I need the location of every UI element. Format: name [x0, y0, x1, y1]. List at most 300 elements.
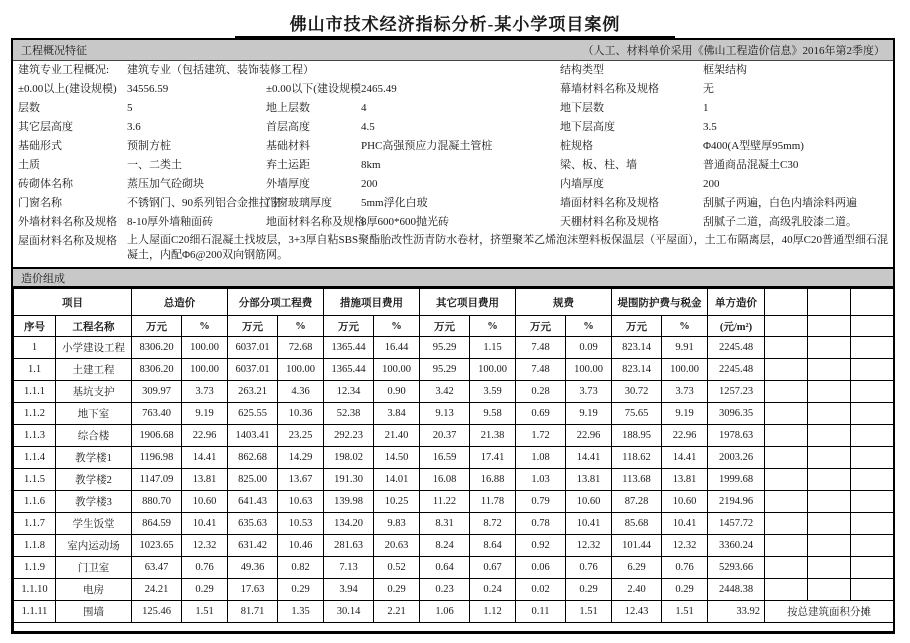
cost-row [14, 359, 894, 381]
cost-header-project: 项目 [14, 289, 132, 316]
cost-cell: 10.60 [662, 491, 708, 513]
cost-subheader-cell: 万元 [132, 316, 182, 337]
cost-cell-empty [851, 381, 894, 403]
cost-cell: 1.15 [470, 337, 516, 359]
cost-cell: 6.29 [612, 557, 662, 579]
cost-cell-empty [765, 337, 808, 359]
cost-cell-empty [808, 469, 851, 491]
cost-row-index: 1.1.8 [14, 535, 56, 557]
cost-cell-empty [851, 513, 894, 535]
overview-value: 200 [361, 178, 378, 190]
cost-cell: 281.63 [324, 535, 374, 557]
cost-cell-empty [808, 425, 851, 447]
cost-cell: 13.81 [182, 469, 228, 491]
cost-cell: 3360.24 [708, 535, 765, 557]
overview-label: 幕墙材料名称及规格 [560, 83, 659, 95]
overview-label: ±0.00以下(建设规模 [266, 83, 361, 95]
cost-cell: 823.14 [612, 337, 662, 359]
cost-subheader-cell: % [662, 316, 708, 337]
cost-cell: 825.00 [228, 469, 278, 491]
overview-roof-row [13, 232, 895, 267]
overview-label: 地面材料名称及规格 [266, 216, 365, 228]
cost-cell: 8.72 [470, 513, 516, 535]
overview-value: 34556.59 [127, 83, 169, 95]
cost-cell: 12.32 [662, 535, 708, 557]
cost-row [14, 513, 894, 535]
overview-label: 结构类型 [560, 64, 604, 76]
cost-cell: 1.35 [278, 601, 324, 623]
cost-cell: 10.36 [278, 403, 324, 425]
cost-cell: 118.62 [612, 447, 662, 469]
cost-cell-empty [851, 557, 894, 579]
cost-cell: 12.43 [612, 601, 662, 623]
cost-cell: 100.00 [470, 359, 516, 381]
cost-cell-empty [808, 447, 851, 469]
cost-subheader-cell: % [182, 316, 228, 337]
cost-cell: 0.28 [516, 381, 566, 403]
cost-cell: 0.76 [662, 557, 708, 579]
overview-value: 无 [703, 83, 714, 95]
cost-row-name: 小学建设工程 [56, 337, 132, 359]
cost-subheader-cell: % [374, 316, 420, 337]
overview-label: 外墙材料名称及规格 [18, 216, 117, 228]
cost-cell: 1906.68 [132, 425, 182, 447]
cost-row [14, 579, 894, 601]
cost-cell: 5293.66 [708, 557, 765, 579]
overview-value: 4.5 [361, 121, 375, 133]
cost-row-note: 按总建筑面积分摊 [765, 601, 894, 623]
cost-cell-empty [851, 359, 894, 381]
cost-cell: 20.37 [420, 425, 470, 447]
cost-cell: 22.96 [662, 425, 708, 447]
cost-cell: 101.44 [612, 535, 662, 557]
cost-header-total: 总造价 [132, 289, 228, 316]
overview-value: 200 [703, 178, 720, 190]
overview-label: 内墙厚度 [560, 178, 604, 190]
cost-cell: 0.29 [278, 579, 324, 601]
cost-row-index: 1.1 [14, 359, 56, 381]
cost-cell: 7.48 [516, 359, 566, 381]
cost-cell: 8306.20 [132, 359, 182, 381]
overview-label: 门窗玻璃厚度 [266, 197, 332, 209]
cost-cell: 3.73 [662, 381, 708, 403]
cost-cell-empty [765, 491, 808, 513]
cost-cell: 10.60 [182, 491, 228, 513]
cost-cell: 72.68 [278, 337, 324, 359]
cost-cell: 13.81 [662, 469, 708, 491]
cost-row-name: 基坑支护 [56, 381, 132, 403]
cost-cell: 3.73 [566, 381, 612, 403]
cost-cell-empty [808, 513, 851, 535]
cost-cell: 14.41 [182, 447, 228, 469]
overview-label: 土质 [18, 159, 40, 171]
cost-header-row [14, 289, 894, 316]
cost-cell-empty [765, 425, 808, 447]
cost-cell: 12.34 [324, 381, 374, 403]
overview-section-header [13, 40, 893, 61]
cost-cell: 139.98 [324, 491, 374, 513]
cost-row-name: 围墙 [56, 601, 132, 623]
cost-subheader-empty [765, 316, 808, 337]
cost-cell: 0.02 [516, 579, 566, 601]
cost-section-title: 造价组成 [21, 272, 65, 285]
cost-cell-empty [765, 557, 808, 579]
cost-subheader-cell: 序号 [14, 316, 56, 337]
overview-value: 建筑专业（包括建筑、装饰装修工程） [127, 64, 314, 76]
cost-row-index: 1.1.4 [14, 447, 56, 469]
cost-cell: 641.43 [228, 491, 278, 513]
cost-cell: 1.72 [516, 425, 566, 447]
cost-cell: 0.29 [662, 579, 708, 601]
cost-subheader-cell: % [278, 316, 324, 337]
cost-subheader-empty [808, 316, 851, 337]
cost-header-empty [808, 289, 851, 316]
cost-cell: 100.00 [662, 359, 708, 381]
cost-cell: 2245.48 [708, 337, 765, 359]
cost-cell: 1147.09 [132, 469, 182, 491]
cost-cell-empty [851, 535, 894, 557]
cost-cell: 2.40 [612, 579, 662, 601]
overview-value: 8km [361, 159, 381, 171]
cost-cell: 9.91 [662, 337, 708, 359]
cost-cell: 8.24 [420, 535, 470, 557]
cost-cell: 0.52 [374, 557, 420, 579]
cost-cell: 188.95 [612, 425, 662, 447]
overview-row [13, 175, 895, 194]
cost-cell: 1365.44 [324, 337, 374, 359]
cost-cell: 0.76 [566, 557, 612, 579]
cost-row-name: 室内运动场 [56, 535, 132, 557]
overview-row [13, 137, 895, 156]
overview-label: 梁、板、柱、墙 [560, 159, 637, 171]
overview-value: 1 [703, 102, 709, 114]
cost-cell: 100.00 [374, 359, 420, 381]
cost-cell: 1.03 [516, 469, 566, 491]
cost-cell: 100.00 [182, 359, 228, 381]
cost-cell-empty [851, 469, 894, 491]
cost-cell: 9.19 [566, 403, 612, 425]
cost-row [14, 469, 894, 491]
cost-cell: 1023.65 [132, 535, 182, 557]
cost-cell: 13.67 [278, 469, 324, 491]
cost-row-index: 1.1.2 [14, 403, 56, 425]
cost-cell: 8.64 [470, 535, 516, 557]
overview-row [13, 80, 895, 99]
cost-cell: 30.72 [612, 381, 662, 403]
cost-cell: 0.29 [182, 579, 228, 601]
overview-label: 建筑专业工程概况: [18, 64, 110, 76]
cost-cell: 87.28 [612, 491, 662, 513]
cost-cell: 2003.26 [708, 447, 765, 469]
overview-value: 一、二类土 [127, 159, 182, 171]
cost-cell: 625.55 [228, 403, 278, 425]
cost-cell: 22.96 [182, 425, 228, 447]
cost-cell: 1403.41 [228, 425, 278, 447]
overview-value: 3.5 [703, 121, 717, 133]
cost-cell: 1999.68 [708, 469, 765, 491]
overview-value: PHC高强预应力混凝土管桩 [361, 140, 493, 152]
overview-label: ±0.00以上(建设规模) [18, 83, 117, 95]
cost-cell: 23.25 [278, 425, 324, 447]
cost-cell: 263.21 [228, 381, 278, 403]
overview-value: 不锈钢门、90系列铝合金推拉窗 [127, 197, 281, 209]
overview-row [13, 194, 895, 213]
cost-cell: 0.09 [566, 337, 612, 359]
cost-cell-empty [808, 359, 851, 381]
cost-header-fees: 规费 [516, 289, 612, 316]
cost-cell: 191.30 [324, 469, 374, 491]
cost-row-index: 1.1.9 [14, 557, 56, 579]
cost-cell: 14.01 [374, 469, 420, 491]
cost-cell: 10.41 [566, 513, 612, 535]
cost-cell: 2245.48 [708, 359, 765, 381]
cost-cell-empty [765, 513, 808, 535]
overview-value: 2465.49 [361, 83, 397, 95]
cost-cell: 11.78 [470, 491, 516, 513]
cost-cell: 0.11 [516, 601, 566, 623]
cost-cell: 0.92 [516, 535, 566, 557]
cost-row [14, 557, 894, 579]
cost-cell: 100.00 [182, 337, 228, 359]
overview-value: 4 [361, 102, 367, 114]
cost-cell-empty [765, 381, 808, 403]
cost-cell: 17.41 [470, 447, 516, 469]
cost-cell-empty [808, 491, 851, 513]
cost-row-name: 教学楼2 [56, 469, 132, 491]
cost-cell: 1257.23 [708, 381, 765, 403]
cost-cell: 9.58 [470, 403, 516, 425]
cost-cell: 95.29 [420, 337, 470, 359]
cost-subheader-empty [851, 316, 894, 337]
cost-cell: 1.08 [516, 447, 566, 469]
cost-cell: 3096.35 [708, 403, 765, 425]
cost-section-header [13, 267, 893, 288]
cost-cell: 17.63 [228, 579, 278, 601]
cost-cell: 113.68 [612, 469, 662, 491]
cost-cell: 12.32 [566, 535, 612, 557]
overview-value: 5mm浮化白玻 [361, 197, 428, 209]
overview-row [13, 118, 895, 137]
cost-cell-empty [765, 469, 808, 491]
cost-cell-empty [808, 557, 851, 579]
cost-cell: 134.20 [324, 513, 374, 535]
overview-row [13, 99, 895, 118]
cost-cell: 7.48 [516, 337, 566, 359]
overview-value [359, 61, 555, 80]
cost-cell: 1457.72 [708, 513, 765, 535]
cost-cell: 763.40 [132, 403, 182, 425]
cost-cell: 16.44 [374, 337, 420, 359]
cost-subheader-cell: (元/m²) [708, 316, 765, 337]
overview-value: 8-10厚外墙釉面砖 [127, 216, 214, 228]
cost-row-index: 1 [14, 337, 56, 359]
cost-row [14, 447, 894, 469]
cost-cell: 0.06 [516, 557, 566, 579]
cost-cell: 9.19 [662, 403, 708, 425]
cost-row-name: 教学楼1 [56, 447, 132, 469]
cost-cell: 14.41 [566, 447, 612, 469]
cost-cell: 30.14 [324, 601, 374, 623]
cost-row [14, 601, 894, 623]
overview-value: 刮腻子二道，高级乳胶漆二道。 [703, 216, 857, 228]
cost-cell: 6037.01 [228, 359, 278, 381]
cost-cell-empty [851, 579, 894, 601]
cost-cell: 11.22 [420, 491, 470, 513]
cost-cell: 9.83 [374, 513, 420, 535]
document-frame [11, 38, 895, 634]
cost-row-index: 1.1.6 [14, 491, 56, 513]
cost-cell: 75.65 [612, 403, 662, 425]
cost-cell-empty [851, 491, 894, 513]
cost-cell: 49.36 [228, 557, 278, 579]
overview-label: 桩规格 [560, 140, 593, 152]
cost-cell: 4.36 [278, 381, 324, 403]
cost-table [13, 288, 894, 632]
cost-cell: 16.59 [420, 447, 470, 469]
cost-cell: 100.00 [566, 359, 612, 381]
cost-cell: 10.60 [566, 491, 612, 513]
cost-row [14, 425, 894, 447]
cost-row-index: 1.1.11 [14, 601, 56, 623]
cost-cell: 2448.38 [708, 579, 765, 601]
cost-row [14, 491, 894, 513]
cost-subheader-cell: % [470, 316, 516, 337]
overview-value: 预制方桩 [127, 140, 171, 152]
overview-value: 框架结构 [703, 64, 747, 76]
cost-cell: 1.51 [566, 601, 612, 623]
cost-cell: 6037.01 [228, 337, 278, 359]
cost-cell: 33.92 [708, 601, 765, 623]
cost-cell-empty [851, 447, 894, 469]
cost-row-name: 门卫室 [56, 557, 132, 579]
cost-cell: 3.73 [182, 381, 228, 403]
cost-cell: 14.41 [662, 447, 708, 469]
cost-cell: 7.13 [324, 557, 374, 579]
cost-cell-empty [851, 403, 894, 425]
cost-cell-empty [765, 447, 808, 469]
overview-label: 墙面材料名称及规格 [560, 197, 659, 209]
cost-cell: 13.81 [566, 469, 612, 491]
overview-value: 上人屋面C20细石混凝土找坡层，3+3厚自粘SBS聚酯胎改性沥青防水卷材，挤塑聚苯乙烯泡沫塑料板保温层（平屋面），土工布隔离层，40厚C20普通型细石混凝土，内配Φ6@200双向钢筋网。 [127, 234, 888, 261]
cost-cell: 12.32 [182, 535, 228, 557]
cost-cell: 0.67 [470, 557, 516, 579]
cost-header-other-fee: 其它项目费用 [420, 289, 516, 316]
cost-cell: 0.23 [420, 579, 470, 601]
cost-cell-empty [851, 425, 894, 447]
overview-value: 3.6 [127, 121, 141, 133]
overview-label: 砖砌体名称 [18, 178, 73, 190]
cost-cell: 198.02 [324, 447, 374, 469]
cost-subheader-cell: 万元 [612, 316, 662, 337]
overview-section-title: 工程概况特征 [21, 45, 87, 57]
cost-cell: 3.84 [374, 403, 420, 425]
cost-cell: 1.51 [182, 601, 228, 623]
cost-cell: 0.78 [516, 513, 566, 535]
cost-cell: 0.69 [516, 403, 566, 425]
cost-cell-empty [808, 579, 851, 601]
cost-cell-empty [765, 579, 808, 601]
cost-cell: 0.90 [374, 381, 420, 403]
cost-subheader-cell: 万元 [324, 316, 374, 337]
cost-row-index: 1.1.1 [14, 381, 56, 403]
overview-label: 其它层高度 [18, 121, 73, 133]
overview-label: 屋面材料名称及规格 [18, 235, 117, 247]
cost-cell-empty [765, 403, 808, 425]
cost-cell: 0.29 [566, 579, 612, 601]
cost-cell: 1365.44 [324, 359, 374, 381]
cost-cell: 52.38 [324, 403, 374, 425]
cost-header-subitem-fee: 分部分项工程费 [228, 289, 324, 316]
overview-label: 弃土运距 [266, 159, 310, 171]
overview-row [13, 61, 895, 80]
overview-value: 蒸压加气砼砌块 [127, 178, 204, 190]
cost-cell: 0.79 [516, 491, 566, 513]
cost-cell: 8306.20 [132, 337, 182, 359]
cost-cell: 95.29 [420, 359, 470, 381]
cost-row-name: 地下室 [56, 403, 132, 425]
cost-cell: 9.13 [420, 403, 470, 425]
cost-cell: 22.96 [566, 425, 612, 447]
overview-label: 基础形式 [18, 140, 62, 152]
cost-cell: 20.63 [374, 535, 420, 557]
overview-label: 地下层数 [560, 102, 604, 114]
cost-cell: 635.63 [228, 513, 278, 535]
pricing-note: （人工、材料单价采用《佛山工程造价信息》2016年第2季度） [582, 45, 885, 57]
cost-row-index: 1.1.10 [14, 579, 56, 601]
cost-cell: 10.63 [278, 491, 324, 513]
cost-cell-empty [808, 535, 851, 557]
cost-cell: 631.42 [228, 535, 278, 557]
cost-subheader-cell: 万元 [420, 316, 470, 337]
overview-table [13, 61, 895, 267]
overview-row [13, 156, 895, 175]
cost-cell: 10.46 [278, 535, 324, 557]
cost-cell: 0.64 [420, 557, 470, 579]
cost-cell: 100.00 [278, 359, 324, 381]
cost-row-name: 学生饭堂 [56, 513, 132, 535]
cost-cell: 21.38 [470, 425, 516, 447]
overview-label: 层数 [18, 102, 40, 114]
cost-cell: 21.40 [374, 425, 420, 447]
cost-cell: 85.68 [612, 513, 662, 535]
overview-value: Φ400(A型壁厚95mm) [703, 140, 804, 152]
overview-label: 地上层数 [266, 102, 310, 114]
overview-row [13, 213, 895, 232]
cost-cell: 10.25 [374, 491, 420, 513]
cost-cell: 10.41 [182, 513, 228, 535]
cost-cell: 3.94 [324, 579, 374, 601]
cost-row-name: 土建工程 [56, 359, 132, 381]
cost-cell: 16.88 [470, 469, 516, 491]
cost-cell: 2194.96 [708, 491, 765, 513]
cost-cell: 81.71 [228, 601, 278, 623]
overview-value: 普通商品混凝土C30 [703, 159, 799, 171]
cost-row-index: 1.1.5 [14, 469, 56, 491]
cost-cell: 1978.63 [708, 425, 765, 447]
cost-cell: 3.42 [420, 381, 470, 403]
cost-cell: 0.29 [374, 579, 420, 601]
cost-cell: 0.82 [278, 557, 324, 579]
cost-cell: 1.06 [420, 601, 470, 623]
cost-cell: 309.97 [132, 381, 182, 403]
cost-cell: 3.59 [470, 381, 516, 403]
cost-bottom-empty-row [14, 623, 894, 632]
cost-cell: 1196.98 [132, 447, 182, 469]
cost-row [14, 337, 894, 359]
cost-cell-empty [808, 403, 851, 425]
cost-subheader-cell: 万元 [228, 316, 278, 337]
cost-cell: 0.76 [182, 557, 228, 579]
